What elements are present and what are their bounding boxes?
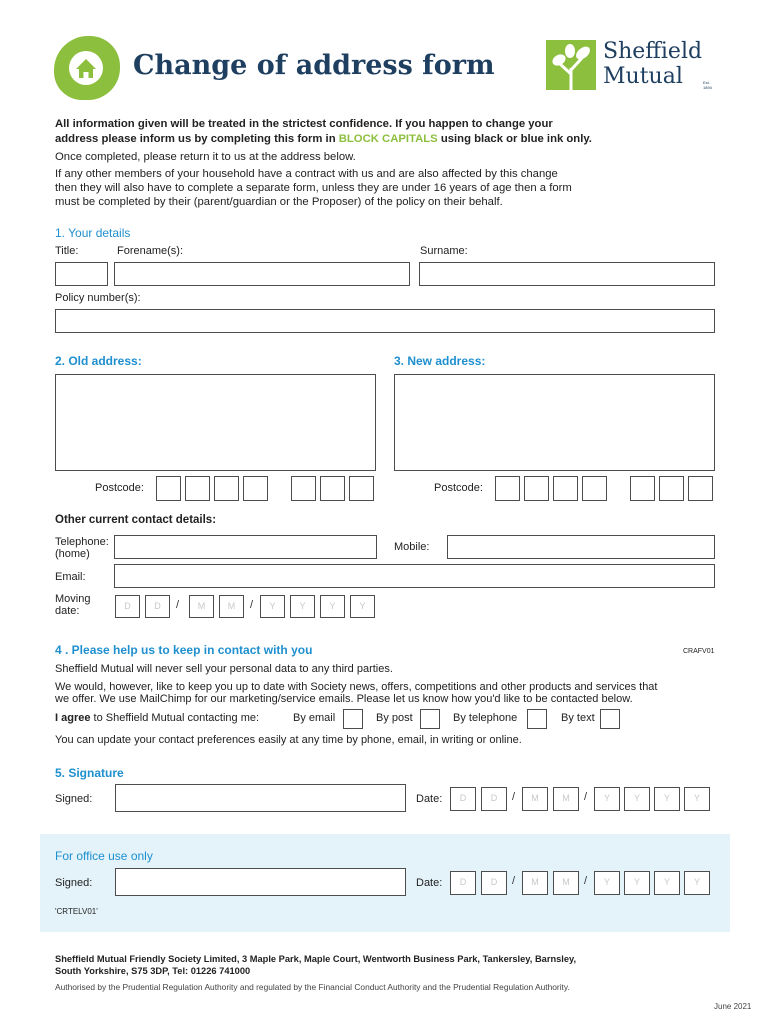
surname-field[interactable] [419,262,715,286]
old-postcode-label: Postcode: [95,482,144,494]
moving-date-month-cell[interactable]: M [189,595,214,618]
date-separator: / [512,791,516,803]
forename-field[interactable] [114,262,410,286]
office-date-month-cell[interactable]: M [553,871,579,895]
new-postcode-cell[interactable] [659,476,684,501]
moving-date-day-cell[interactable]: D [145,595,170,618]
signed-label: Signed: [55,793,93,805]
moving-date-year-cell[interactable]: Y [260,595,285,618]
agree-text: I agree to Sheffield Mutual contacting me: [55,712,260,724]
office-date-day-cell[interactable]: D [450,871,476,895]
moving-date-day-cell[interactable]: D [115,595,140,618]
moving-date-year-cell[interactable]: Y [290,595,315,618]
keep-in-contact-heading: 4 . Please help us to keep in contact with you [55,643,313,657]
date-separator: / [584,791,588,803]
old-postcode-cell[interactable] [349,476,374,501]
sheffield-mutual-logo [546,40,721,94]
tree-icon [546,40,596,90]
email-label: Email: [55,571,86,583]
new-postcode-cell[interactable] [688,476,713,501]
old-postcode-cell[interactable] [214,476,239,501]
by-email-checkbox[interactable] [343,709,363,729]
date-separator: / [512,875,516,887]
intro-bold-2: address please inform us by completing this form in BLOCK CAPITALS using black or blue ink only. [55,133,592,145]
footer-date: June 2021 [714,1002,752,1011]
signature-field[interactable] [115,784,406,812]
moving-date-label: Moving [55,593,91,605]
moving-date-label-2: date: [55,605,80,617]
title-field[interactable] [55,262,108,286]
office-date-month-cell[interactable]: M [522,871,548,895]
logo-est: Est. 1894 [703,80,712,90]
option-post-label: By post [376,712,413,724]
old-postcode-cell[interactable] [185,476,210,501]
mobile-field[interactable] [447,535,715,559]
intro-bold-1: All information given will be treated in the strictest confidence. If you happen to change your [55,118,553,130]
office-date-day-cell[interactable]: D [481,871,507,895]
new-postcode-cell[interactable] [630,476,655,501]
new-postcode-cell[interactable] [495,476,520,501]
intro-line-4: If any other members of your household have a contract with us and are also affected by this change [55,168,558,180]
by-text-checkbox[interactable] [600,709,620,729]
telephone-label: Telephone: [55,536,109,548]
old-postcode-cell[interactable] [320,476,345,501]
office-code: 'CRTELV01' [55,907,98,916]
new-postcode-cell[interactable] [524,476,549,501]
old-postcode-cell[interactable] [243,476,268,501]
form-code: CRAFV01 [683,648,715,655]
office-signed-label: Signed: [55,877,93,889]
email-field[interactable] [114,564,715,588]
surname-label: Surname: [420,245,468,257]
footer-address-1: Sheffield Mutual Friendly Society Limited, 3 Maple Park, Maple Court, Wentworth Business Park, Tankersley, Barnsley, [55,954,577,964]
signature-date-year-cell[interactable]: Y [654,787,680,811]
date-separator: / [584,875,588,887]
update-preferences-line: You can update your contact preferences easily at any time by phone, email, in writing or online. [55,734,522,746]
new-postcode-cell[interactable] [553,476,578,501]
intro-line-3: Once completed, please return it to us at the address below. [55,151,356,163]
contact-heading: Other current contact details: [55,514,217,526]
logo-line-1: Sheffield [603,39,703,64]
new-address-field[interactable] [394,374,715,471]
date-label: Date: [416,793,443,805]
house-icon [54,36,120,100]
footer-regulation: Authorised by the Prudential Regulation Authority and regulated by the Financial Conduct Authority and the Prudential Regulation Authority. [55,982,570,992]
date-separator: / [176,599,180,611]
option-email-label: By email [293,712,336,724]
old-address-heading: 2. Old address: [55,354,142,368]
signature-heading: 5. Signature [55,766,124,780]
title-label: Title: [55,245,79,257]
telephone-label-home: (home) [55,548,90,560]
signature-date-day-cell[interactable]: D [450,787,476,811]
signature-date-year-cell[interactable]: Y [594,787,620,811]
signature-date-day-cell[interactable]: D [481,787,507,811]
signature-date-year-cell[interactable]: Y [684,787,710,811]
forename-label: Forename(s): [117,245,184,257]
marketing-line-1: We would, however, like to keep you up to date with Society news, offers, competitions and other products and services that [55,681,658,693]
marketing-line-2: we offer. We use MailChimp for our marketing/service emails. Please let us know how you'd like to be contacted below. [55,693,633,705]
old-postcode-cell[interactable] [291,476,316,501]
moving-date-month-cell[interactable]: M [219,595,244,618]
date-separator: / [250,599,254,611]
new-postcode-label: Postcode: [434,482,483,494]
option-telephone-label: By telephone [453,712,518,724]
page-title: Change of address form [133,50,495,81]
mobile-label: Mobile: [394,541,430,553]
new-address-heading: 3. New address: [394,354,486,368]
signature-date-year-cell[interactable]: Y [624,787,650,811]
option-text-label: By text [561,712,595,724]
office-date-year-cell[interactable]: Y [654,871,680,895]
block-capitals-highlight: BLOCK CAPITALS [338,133,438,145]
office-signature-field[interactable] [115,868,406,896]
old-address-field[interactable] [55,374,376,471]
office-date-label: Date: [416,877,443,889]
your-details-heading: 1. Your details [55,226,131,240]
policy-number-field[interactable] [55,309,715,333]
telephone-field[interactable] [114,535,377,559]
signature-date-month-cell[interactable]: M [553,787,579,811]
intro-line-6: must be completed by their (parent/guardian or the Proposer) of the policy on their behalf. [55,196,503,208]
office-date-year-cell[interactable]: Y [624,871,650,895]
new-postcode-cell[interactable] [582,476,607,501]
old-postcode-cell[interactable] [156,476,181,501]
office-use-heading: For office use only [55,849,153,863]
policy-label: Policy number(s): [55,292,141,304]
by-telephone-checkbox[interactable] [527,709,547,729]
logo-line-2: Mutual [603,64,683,89]
intro-line-5: then they will also have to complete a separate form, unless they are under 16 years of age then a form [55,182,572,194]
moving-date-year-cell[interactable]: Y [350,595,375,618]
office-date-year-cell[interactable]: Y [684,871,710,895]
footer-address-2: South Yorkshire, S75 3DP, Tel: 01226 741000 [55,966,251,976]
by-post-checkbox[interactable] [420,709,440,729]
signature-date-month-cell[interactable]: M [522,787,548,811]
moving-date-year-cell[interactable]: Y [320,595,345,618]
privacy-line: Sheffield Mutual will never sell your personal data to any third parties. [55,663,393,675]
office-date-year-cell[interactable]: Y [594,871,620,895]
